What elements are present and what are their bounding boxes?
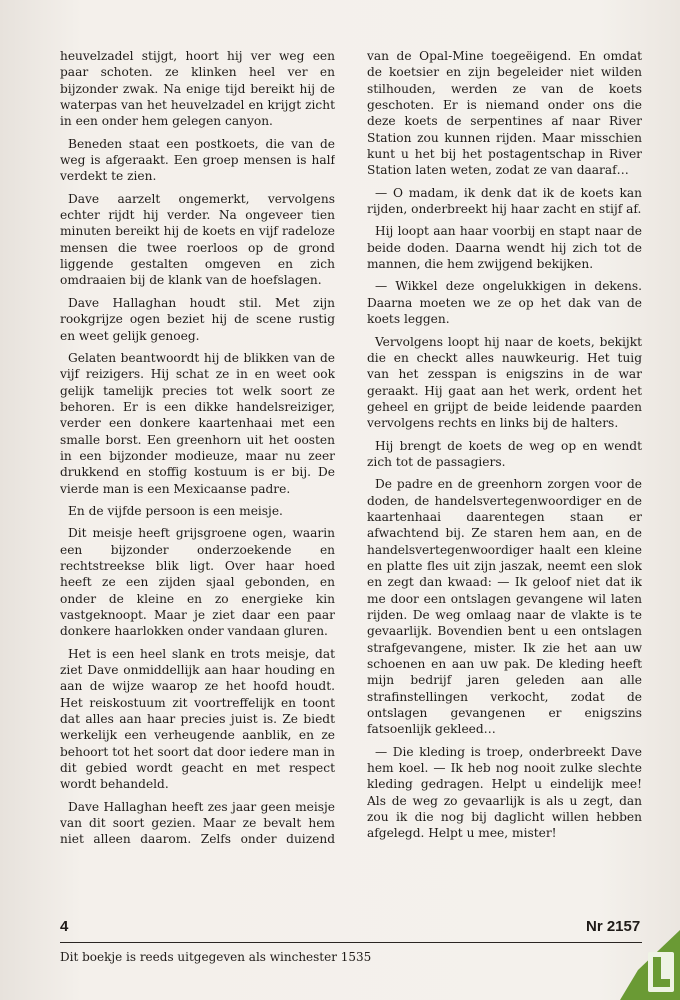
text-columns xyxy=(60,48,642,848)
paragraph: Hij brengt de koets de weg op en wendt zich tot de passagiers. xyxy=(367,438,642,469)
paragraph: Dave aarzelt ongemerkt, vervolgens echter rijdt hij verder. Na ongeveer tien minuten bereikt hij de koets en vijf radeloze mensen die twee roerloos op de grond liggende gestalten omgeven en zich omdraaien bij de klank van de hoefslagen. xyxy=(60,191,335,288)
page-number: 4 xyxy=(60,918,69,935)
paragraph: Hij loopt aan haar voorbij en stapt naar de beide doden. Daarna wendt hij zich tot de mannen, die hem zwijgend bekijken. xyxy=(367,224,642,272)
left-column xyxy=(60,48,335,848)
catalog-logo-icon xyxy=(620,930,680,1000)
paragraph: heuvelzadel stijgt, hoort hij ver weg een paar schoten. ze klinken heel ver en bijzonder zwak. Na enige tijd bereikt hij de waterpas van het heuvelzadel en krijgt zicht in een onder hem gelegen canyon. xyxy=(60,49,335,129)
paragraph: — Wikkel deze ongelukkigen in dekens. Daarna moeten we ze op het dak van de koets leggen. xyxy=(367,279,642,327)
paragraph: Dave Hallaghan houdt stil. Met zijn rookgrijze ogen beziet hij de scene rustig en weet gelijk genoeg. xyxy=(60,295,335,343)
footer-note: Dit boekje is reeds uitgegeven als winchester 1535 xyxy=(60,950,372,964)
paragraph: De padre en de greenhorn zorgen voor de doden, de handelsvertegenwoordiger en de kaartenhaai daarentegen staan er afwachtend bij. Ze staren hem aan, en de handelsvertegenwoordiger haalt een kleine en platte fles uit zijn jaszak, neemt een slok en zegt dan kwaad: — Ik geloof niet dat ik me door een ontslagen gevangene wil laten rijden. De weg omlaag naar de vlakte is te gevaarlijk. Bovendien bent u een ontslagen strafgevangene, mister. Ik zie het aan uw schoenen en aan uw pak. De kleding heeft mijn bedrijf jaren geleden aan alle strafinstellingen verkocht, zodat de ontslagen gevangenen er enigszins fatsoenlijk gekleed… xyxy=(367,477,642,737)
paragraph: Beneden staat een postkoets, die van de weg is afgeraakt. Een groep mensen is half verdekt te zien. xyxy=(60,136,335,184)
footer-divider xyxy=(60,942,642,943)
paragraph: En de vijfde persoon is een meisje. xyxy=(68,503,283,518)
paragraph: van de Opal-Mine toegeëigend. En omdat de koetsier en zijn begeleider niet wilden stilhouden, werden ze van de koets geschoten. Er is niemand onder ons die deze koets de serpentines af naar River Station zou kunnen rijden. Maar misschien kunt u het bij het postagentschap in River Station laten weten, zodat ze van daaraf… xyxy=(367,49,642,178)
paragraph: Dave Hallaghan heeft zes jaar geen meisje van dit soort gezien. Maar ze bevalt hem niet alleen daarom. Zelfs onder duizend xyxy=(60,799,335,847)
paragraph: — Die kleding is troep, onderbreekt Dave hem koel. — Ik heb nog nooit zulke slechte kleding gedragen. Helpt u eindelijk mee! Als de weg zo gevaarlijk is als u zegt, dan zou ik die nog bij daglicht willen hebben afgelegd. Helpt u mee, mister! xyxy=(367,744,642,841)
paragraph: Het is een heel slank en trots meisje, dat ziet Dave onmiddellijk aan haar houding en aan de wijze waarop ze het hoofd houdt. Het reiskostuum zit voortreffelijk en toont dat alles aan haar precies juist is. Ze biedt werkelijk een verheugende aanblik, en ze behoort tot het soort dat door iedere man in dit gebied wordt geacht en met respect wordt behandeld. xyxy=(60,646,335,792)
paragraph: Dit meisje heeft grijsgroene ogen, waarin een bijzonder onderzoekende en rechtstreekse blik ligt. Over haar hoed heeft ze een zijden sjaal gebonden, en onder de kleine en zo energieke kin vastgeknoopt. Maar je ziet daar een paar donkere haarlokken onder vandaan gluren. xyxy=(60,526,335,639)
paragraph: Gelaten beantwoordt hij de blikken van de vijf reizigers. Hij schat ze in en weet ook gelijk tamelijk precies tot welk soort ze behoren. Er is een dikke handelsreiziger, verder een donkere kaartenhaai met een smalle borst. Een greenhorn uit het oosten in een bijzonder modieuze, maar nu zeer drukkend en stoffig kostuum is er bij. De vierde man is een Mexicaanse padre. xyxy=(60,350,335,496)
paragraph: — O madam, ik denk dat ik de koets kan rijden, onderbreekt hij haar zacht en stijf af. xyxy=(367,185,642,217)
issue-number: Nr 2157 xyxy=(586,918,641,935)
paragraph: Vervolgens loopt hij naar de koets, bekijkt die en checkt alles nauwkeurig. Het tuig van het zesspan is enigszins in de war geraakt. Hij gaat aan het werk, ordent het geheel en grijpt de beide leidende paarden vervolgens rechts en links bij de halters. xyxy=(367,334,642,431)
right-column xyxy=(367,48,642,848)
